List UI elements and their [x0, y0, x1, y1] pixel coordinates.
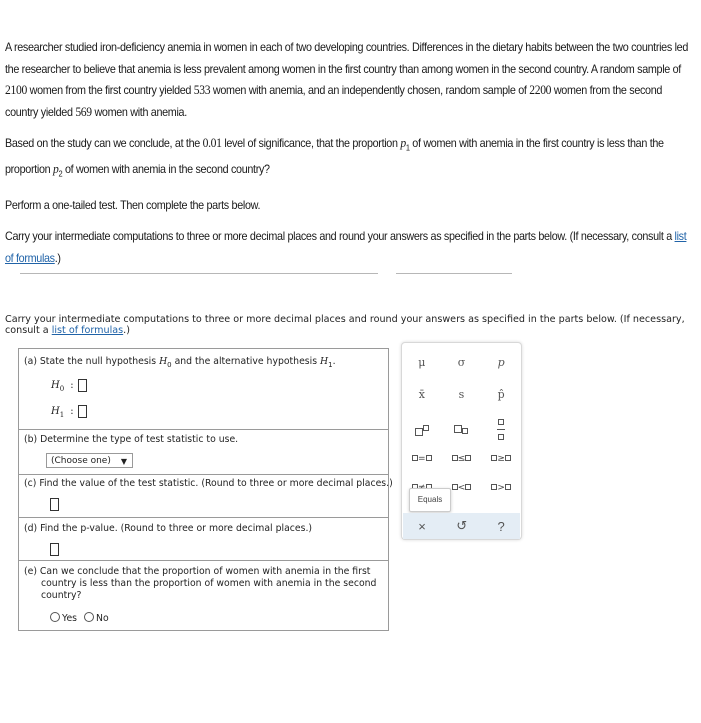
- subscript-button[interactable]: [446, 425, 476, 437]
- superscript-button[interactable]: [407, 424, 437, 438]
- less-equal-button[interactable]: ≤: [446, 454, 476, 464]
- part-c: [19, 474, 393, 518]
- palette-actions: [403, 513, 520, 539]
- alternative-hypothesis-input[interactable]: [78, 405, 87, 418]
- part-d-label: (d) Find the p-value. (Round to three or more decimal places.): [24, 523, 313, 534]
- question-parts-panel: [18, 348, 393, 631]
- greater-than-button[interactable]: >: [486, 483, 516, 493]
- clear-icon[interactable]: ×: [418, 518, 426, 534]
- undo-icon[interactable]: ↺: [456, 518, 468, 533]
- p-button[interactable]: p: [497, 356, 505, 369]
- test-statistic-input[interactable]: [50, 498, 59, 511]
- equals-tooltip: Equals: [409, 488, 451, 512]
- part-b-label: (b) Determine the type of test statistic to use.: [24, 434, 239, 445]
- instructions: Carry your intermediate computations to three or more decimal places and round your answers as specified in the parts below. (If necessary, consult a list of formulas.): [5, 314, 685, 336]
- mu-button[interactable]: μ: [418, 356, 426, 369]
- help-icon[interactable]: ?: [497, 518, 505, 534]
- p-hat-button[interactable]: p̂: [497, 388, 505, 401]
- test-statistic-type-select[interactable]: (Choose one) ▼: [46, 453, 133, 468]
- intro-paragraph-1: A researcher studied iron-deficiency anemia in women in each of two developing countries. Differences in the dietary habits between the two countries led the researcher to believe that anemia is less prevalent among women in the first country than among women in the second country. A random sample of 2100 women from the first country yielded 533 women with anemia, and an independently chosen, random sample of 2200 women from the second country yielded 569 women with anemia.: [5, 41, 689, 119]
- part-b: [19, 429, 388, 475]
- x-bar-button[interactable]: x̄: [418, 388, 425, 401]
- equals-button[interactable]: =: [407, 454, 437, 464]
- divider: [20, 273, 378, 274]
- yes-no-options: Yes No: [50, 612, 109, 624]
- intro-paragraph-4: Carry your intermediate computations to three or more decimal places and round your answers as specified in the parts below. (If necessary, consult a list of formulas.): [5, 230, 687, 265]
- fraction-button[interactable]: [486, 419, 516, 442]
- intro-paragraph-2: Based on the study can we conclude, at the 0.01 level of significance, that the proportion $p_1$ of women with anemia in the first country is less than the proportion $p_2$ of women with anemia in the second country?: [5, 136, 664, 179]
- dropdown-arrow-icon: ▼: [120, 457, 127, 466]
- part-e: [19, 560, 388, 630]
- part-e-label-line-1: (e) Can we conclude that the proportion of women with anemia in the first: [24, 566, 371, 577]
- null-hypothesis-row: $H_0$ :: [51, 379, 87, 393]
- part-e-label-line-2: country is less than the proportion of women with anemia in the second: [41, 578, 377, 589]
- part-d: [19, 517, 388, 561]
- problem-statement: [5, 37, 695, 279]
- yes-radio[interactable]: [50, 612, 60, 622]
- part-a: [19, 349, 388, 430]
- part-a-label: (a) State the null hypothesis $H_0$ and the alternative hypothesis $H_1$.: [24, 356, 336, 369]
- intro-paragraph-3: Perform a one-tailed test. Then complete the parts below.: [5, 198, 261, 212]
- s-button[interactable]: s: [458, 388, 465, 401]
- divider: [396, 273, 512, 274]
- no-radio[interactable]: [84, 612, 94, 622]
- list-of-formulas-link[interactable]: list of formulas: [51, 325, 124, 336]
- p-value-input[interactable]: [50, 543, 59, 556]
- sigma-button[interactable]: σ: [457, 356, 466, 369]
- part-c-label: (c) Find the value of the test statistic. (Round to three or more decimal places.): [24, 478, 393, 489]
- list-of-formulas-link[interactable]: list of formulas: [5, 230, 687, 265]
- greater-equal-button[interactable]: ≥: [486, 454, 516, 464]
- alternative-hypothesis-row: $H_1$ :: [51, 405, 87, 419]
- less-than-button[interactable]: <: [446, 483, 476, 493]
- null-hypothesis-input[interactable]: [78, 379, 87, 392]
- math-palette: [401, 342, 522, 540]
- part-e-label-line-3: country?: [41, 590, 82, 601]
